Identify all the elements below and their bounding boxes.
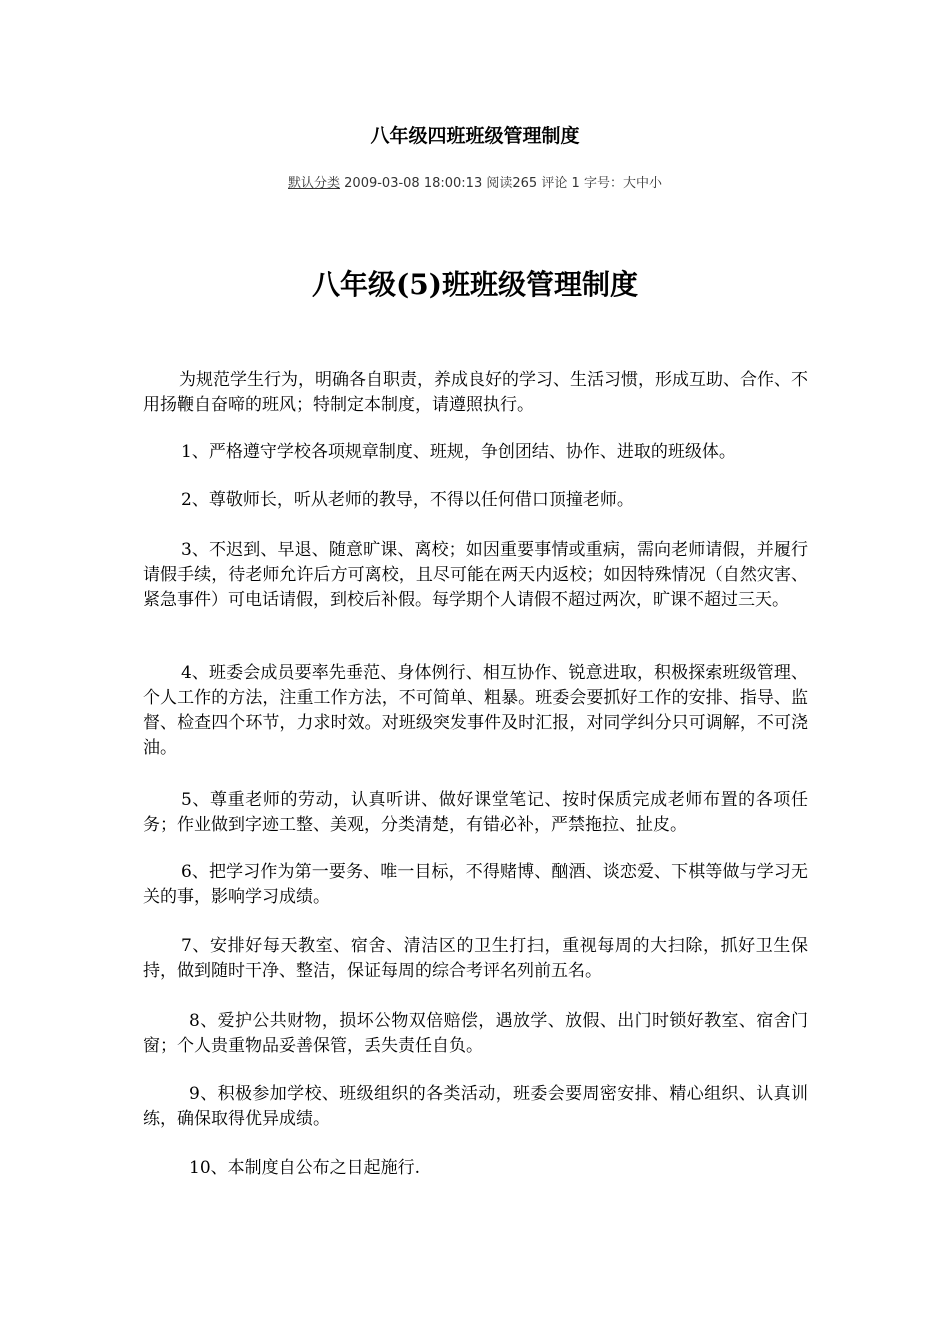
- rule-paragraph-3: 3、不迟到、早退、随意旷课、离校；如因重要事情或重病，需向老师请假，并履行请假手续，待老师允许后方可离校，且尽可能在两天内返校；如因特殊情况（自然灾害、紧急事件）可电话请假，到校后补假。每学期个人请假不超过两次，旷课不超过三天。: [143, 540, 808, 610]
- intro-paragraph: 为规范学生行为，明确各自职责，养成良好的学习、生活习惯，形成互助、合作、不用扬鞭自奋啼的班风；特制定本制度，请遵照执行。: [143, 370, 808, 415]
- read-label: 阅读: [486, 176, 513, 191]
- comment-count[interactable]: 1: [571, 176, 580, 191]
- fontsize-small-button[interactable]: 小: [648, 176, 662, 191]
- rule-paragraph-6: 6、把学习作为第一要务、唯一目标，不得赌博、酗酒、谈恋爱、下棋等做与学习无关的事，影响学习成绩。: [143, 862, 808, 907]
- rule-paragraph-8: 8、爱护公共财物，损坏公物双倍赔偿，遇放学、放假、出门时锁好教室、宿舍门窗；个人贵重物品妥善保管，丢失责任自负。: [143, 1011, 808, 1056]
- document-title: 八年级(5)班班级管理制度: [312, 268, 638, 301]
- rule-paragraph-9: 9、积极参加学校、班级组织的各类活动，班委会要周密安排、精心组织、认真训练，确保取得优异成绩。: [143, 1084, 808, 1129]
- category-link[interactable]: 默认分类: [288, 176, 341, 191]
- post-datetime: 2009-03-08 18:00:13: [344, 176, 483, 191]
- rule-paragraph-2: 2、尊敬师长，听从老师的教导，不得以任何借口顶撞老师。: [181, 490, 634, 510]
- comment-label[interactable]: 评论: [541, 176, 568, 191]
- fontsize-medium-button[interactable]: 中: [635, 176, 649, 191]
- post-meta: [0, 175, 950, 193]
- rule-paragraph-10: 10、本制度自公布之日起施行.: [189, 1158, 421, 1178]
- rule-paragraph-7: 7、安排好每天教室、宿舍、清洁区的卫生打扫，重视每周的大扫除，抓好卫生保持，做到随时干净、整洁，保证每周的综合考评名列前五名。: [143, 936, 808, 981]
- rule-paragraph-5: 5、尊重老师的劳动，认真听讲、做好课堂笔记、按时保质完成老师布置的各项任务；作业做到字迹工整、美观，分类清楚，有错必补，严禁拖拉、扯皮。: [143, 790, 808, 835]
- fontsize-label: 字号：: [583, 176, 623, 191]
- fontsize-large-button[interactable]: 大: [622, 176, 636, 191]
- rule-paragraph-4: 4、班委会成员要率先垂范、身体例行、相互协作、锐意进取，积极探索班级管理、个人工作的方法，注重工作方法，不可简单、粗暴。班委会要抓好工作的安排、指导、监督、检查四个环节，力求时效。对班级突发事件及时汇报，对同学纠分只可调解，不可浇油。: [143, 663, 808, 758]
- read-count: 265: [512, 176, 538, 191]
- page-title: 八年级四班班级管理制度: [370, 125, 580, 147]
- rule-paragraph-1: 1、严格遵守学校各项规章制度、班规，争创团结、协作、进取的班级体。: [181, 442, 736, 462]
